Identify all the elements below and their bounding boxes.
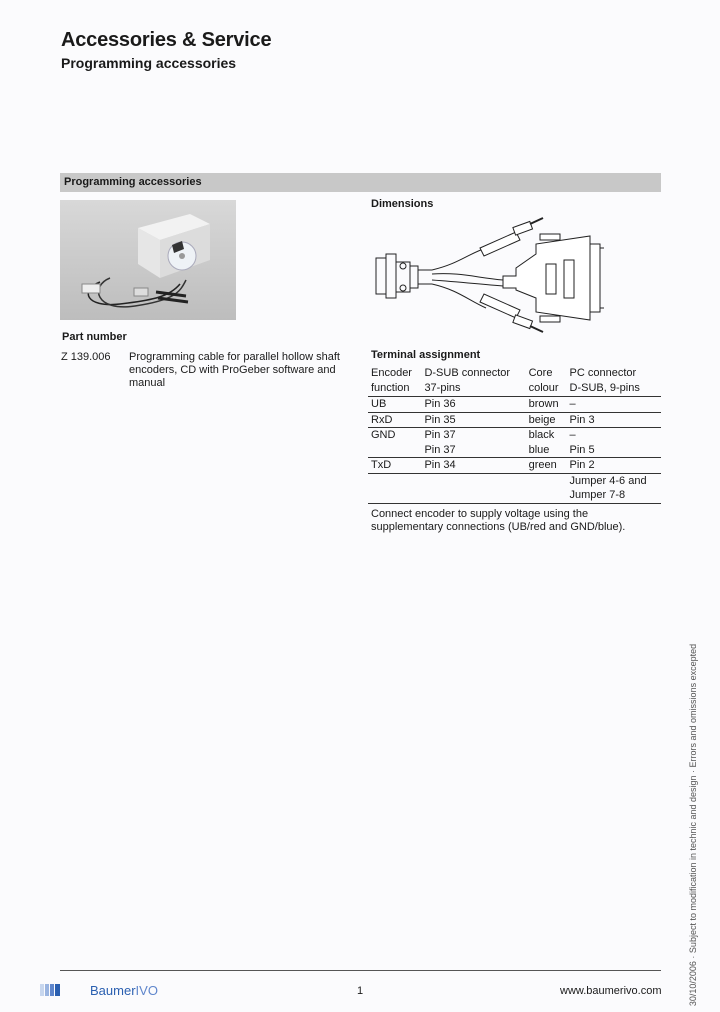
logo-text <box>90 983 158 998</box>
table-cell: Pin 34 <box>421 458 525 474</box>
logo-mark-icon <box>40 984 60 996</box>
header-cell: Core <box>528 367 553 379</box>
table-cell: Pin 37 <box>424 429 456 441</box>
table-cell: UB <box>368 397 421 413</box>
header-cell: 37-pins <box>421 381 525 397</box>
table-cell: Jumper 7-8 <box>567 488 661 503</box>
part-number-description: Programming cable for parallel hollow shaft encoders, CD with ProGeber software and manual <box>129 351 340 389</box>
table-row <box>368 412 661 428</box>
table-cell: black <box>528 429 555 441</box>
table-cell <box>526 488 567 503</box>
header-cell: PC connector <box>569 367 637 379</box>
connection-note: Connect encoder to supply voltage using the supplementary connections (UB/red and GND/blue). <box>371 508 626 533</box>
table-row <box>368 488 661 503</box>
side-disclaimer <box>683 643 703 1007</box>
table-cell: – <box>567 397 661 413</box>
table-cell <box>421 488 525 503</box>
footer-divider <box>60 970 661 971</box>
header-cell: function <box>368 381 421 397</box>
website-link[interactable]: www.baumerivo.com <box>560 985 662 997</box>
page-subtitle: Programming accessories <box>61 55 237 71</box>
table-cell: TxD <box>368 458 421 474</box>
logo-text-ivo: IVO <box>135 983 158 998</box>
table-cell: green <box>526 458 567 474</box>
table-row <box>368 428 661 443</box>
side-disclaimer-text: 30/10/2006 · Subject to modification in technic and design · Errors and omissions excepted <box>688 643 698 1007</box>
header-cell: D-SUB connector <box>424 367 511 379</box>
table-row <box>368 397 661 413</box>
page-title: Accessories & Service <box>61 29 272 51</box>
section-bar <box>60 173 661 192</box>
table-cell: Pin 35 <box>421 412 525 428</box>
table-cell: beige <box>526 412 567 428</box>
product-photo <box>60 200 236 320</box>
brand-logo <box>40 984 170 996</box>
table-cell <box>368 473 421 488</box>
section-label: Programming accessories <box>64 176 202 188</box>
table-cell: GND <box>371 429 396 441</box>
table-row <box>368 473 661 488</box>
header-cell: colour <box>526 381 567 397</box>
table-cell: blue <box>526 443 567 458</box>
part-number-code: Z 139.006 <box>61 351 111 363</box>
table-row <box>368 458 661 474</box>
table-cell <box>368 443 421 458</box>
table-cell: Pin 5 <box>567 443 661 458</box>
table-cell: Pin 3 <box>567 412 661 428</box>
table-cell <box>526 473 567 488</box>
table-cell: Jumper 4-6 and <box>569 474 647 487</box>
page-number: 1 <box>357 985 364 997</box>
terminal-assignment-table <box>368 366 661 504</box>
cable-dimension-drawing <box>368 214 608 336</box>
table-cell <box>368 488 421 503</box>
terminal-assignment-heading: Terminal assignment <box>371 349 481 361</box>
table-header-row <box>368 381 661 397</box>
table-cell: Pin 37 <box>421 443 525 458</box>
table-cell: – <box>569 429 576 441</box>
table-cell: Pin 36 <box>421 397 525 413</box>
table-row <box>368 443 661 458</box>
table-header-row <box>368 366 661 381</box>
logo-text-baumer: Baumer <box>90 983 136 998</box>
table-cell: RxD <box>368 412 421 428</box>
header-cell: Encoder <box>371 367 412 379</box>
header-cell: D-SUB, 9-pins <box>567 381 661 397</box>
table-cell <box>421 473 525 488</box>
table-cell: brown <box>526 397 567 413</box>
dimensions-heading: Dimensions <box>371 198 434 210</box>
part-number-heading: Part number <box>62 331 127 343</box>
table-cell: Pin 2 <box>567 458 661 474</box>
